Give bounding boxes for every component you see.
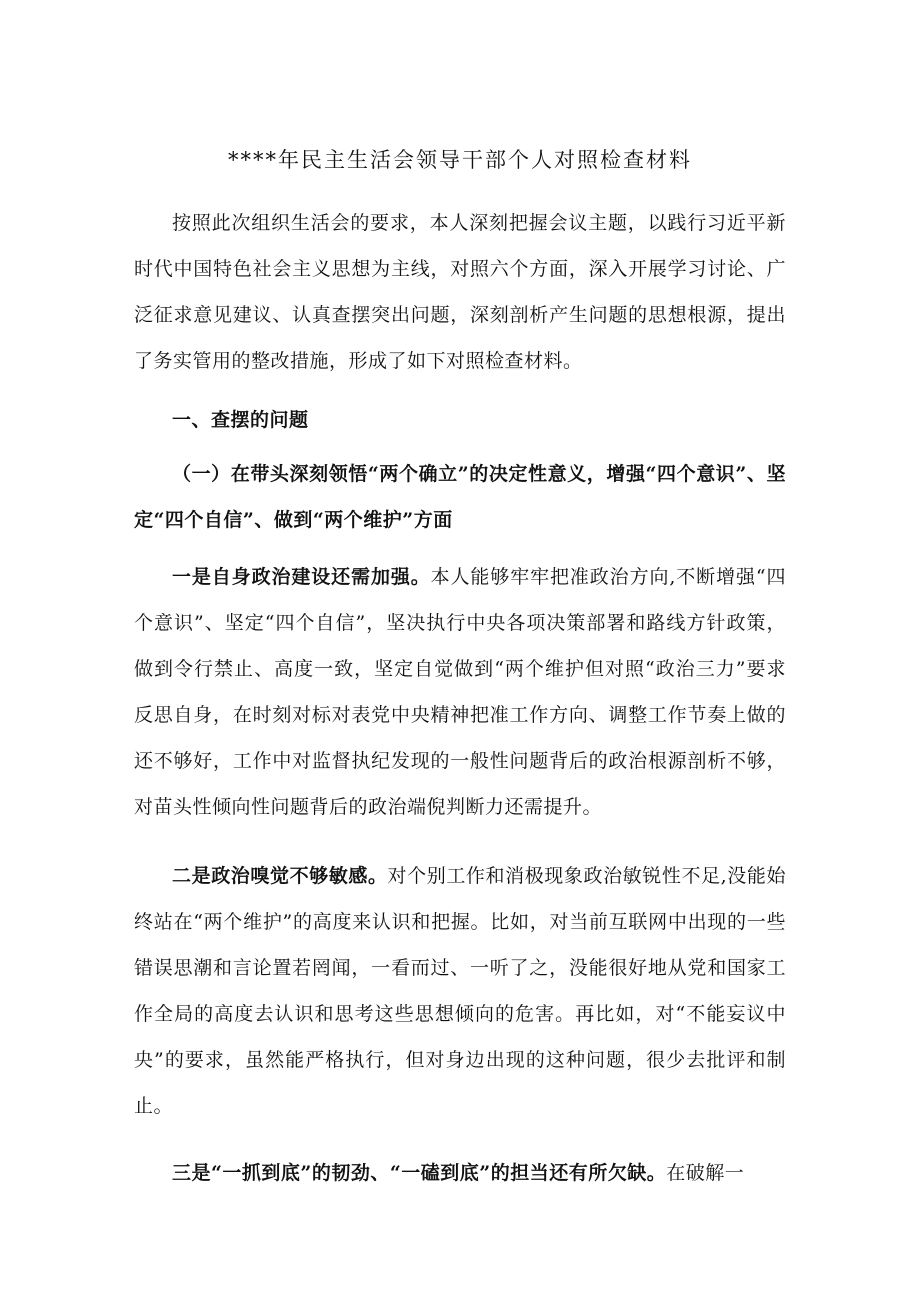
- intro-paragraph: 按照此次组织生活会的要求，本人深刻把握会议主题，以践行习近平新时代中国特色社会主义思想为主线，对照六个方面，深入开展学习讨论、广泛征求意见建议、认真查摆突出问题，深刻剖析产生问题的思想根源，提出了务实管用的整改措施，形成了如下对照检查材料。: [134, 212, 786, 372]
- section-heading: 一、查摆的问题: [172, 409, 309, 431]
- subsection-heading: （一）在带头深刻领悟“两个确立”的决定性意义，增强“四个意识”、坚定“四个自信”、做到“两个维护”方面: [134, 463, 786, 531]
- point-paragraph-2: [134, 853, 786, 1129]
- point-1-body: 本人能够牢牢把准政治方向,不断增强“四个意识”、坚定“四个自信”，坚决执行中央各项决策部署和路线方针政策，做到令行禁止、高度一致，坚定自觉做到“两个维护但对照“政治三力”要求反思自身，在时刻对标对表党中央精神把准工作方向、调整工作节奏上做的还不够好，工作中对监督执纪发现的一般性问题背后的政治根源剖析不够，对苗头性倾向性问题背后的政治端倪判断力还需提升。: [134, 566, 786, 818]
- point-3-body: 在破解一: [666, 1162, 745, 1184]
- point-3-lead: 三是“一抓到底”的韧劲、“一磕到底”的担当还有所欠缺。: [172, 1162, 667, 1184]
- document-title: ****年民主生活会领导干部个人对照检查材料: [228, 148, 692, 172]
- point-1-lead: 一是自身政治建设还需加强。: [172, 566, 431, 588]
- point-2-lead: 二是政治嗅觉不够敏感。: [172, 865, 388, 887]
- point-paragraph-3: [134, 1150, 786, 1196]
- point-2-body: 对个别工作和消极现象政治敏锐性不足,没能始终站在“两个维护”的高度来认识和把握。比如，对当前互联网中出现的一些错误思潮和言论置若罔闻，一看而过、一听了之，没能很好地从党和国家工作全局的高度去认识和思考这些思想倾向的危害。再比如，对“不能妄议中央”的要求，虽然能严格执行，但对身边出现的这种问题，很少去批评和制止。: [134, 865, 786, 1117]
- point-paragraph-1: [134, 554, 786, 830]
